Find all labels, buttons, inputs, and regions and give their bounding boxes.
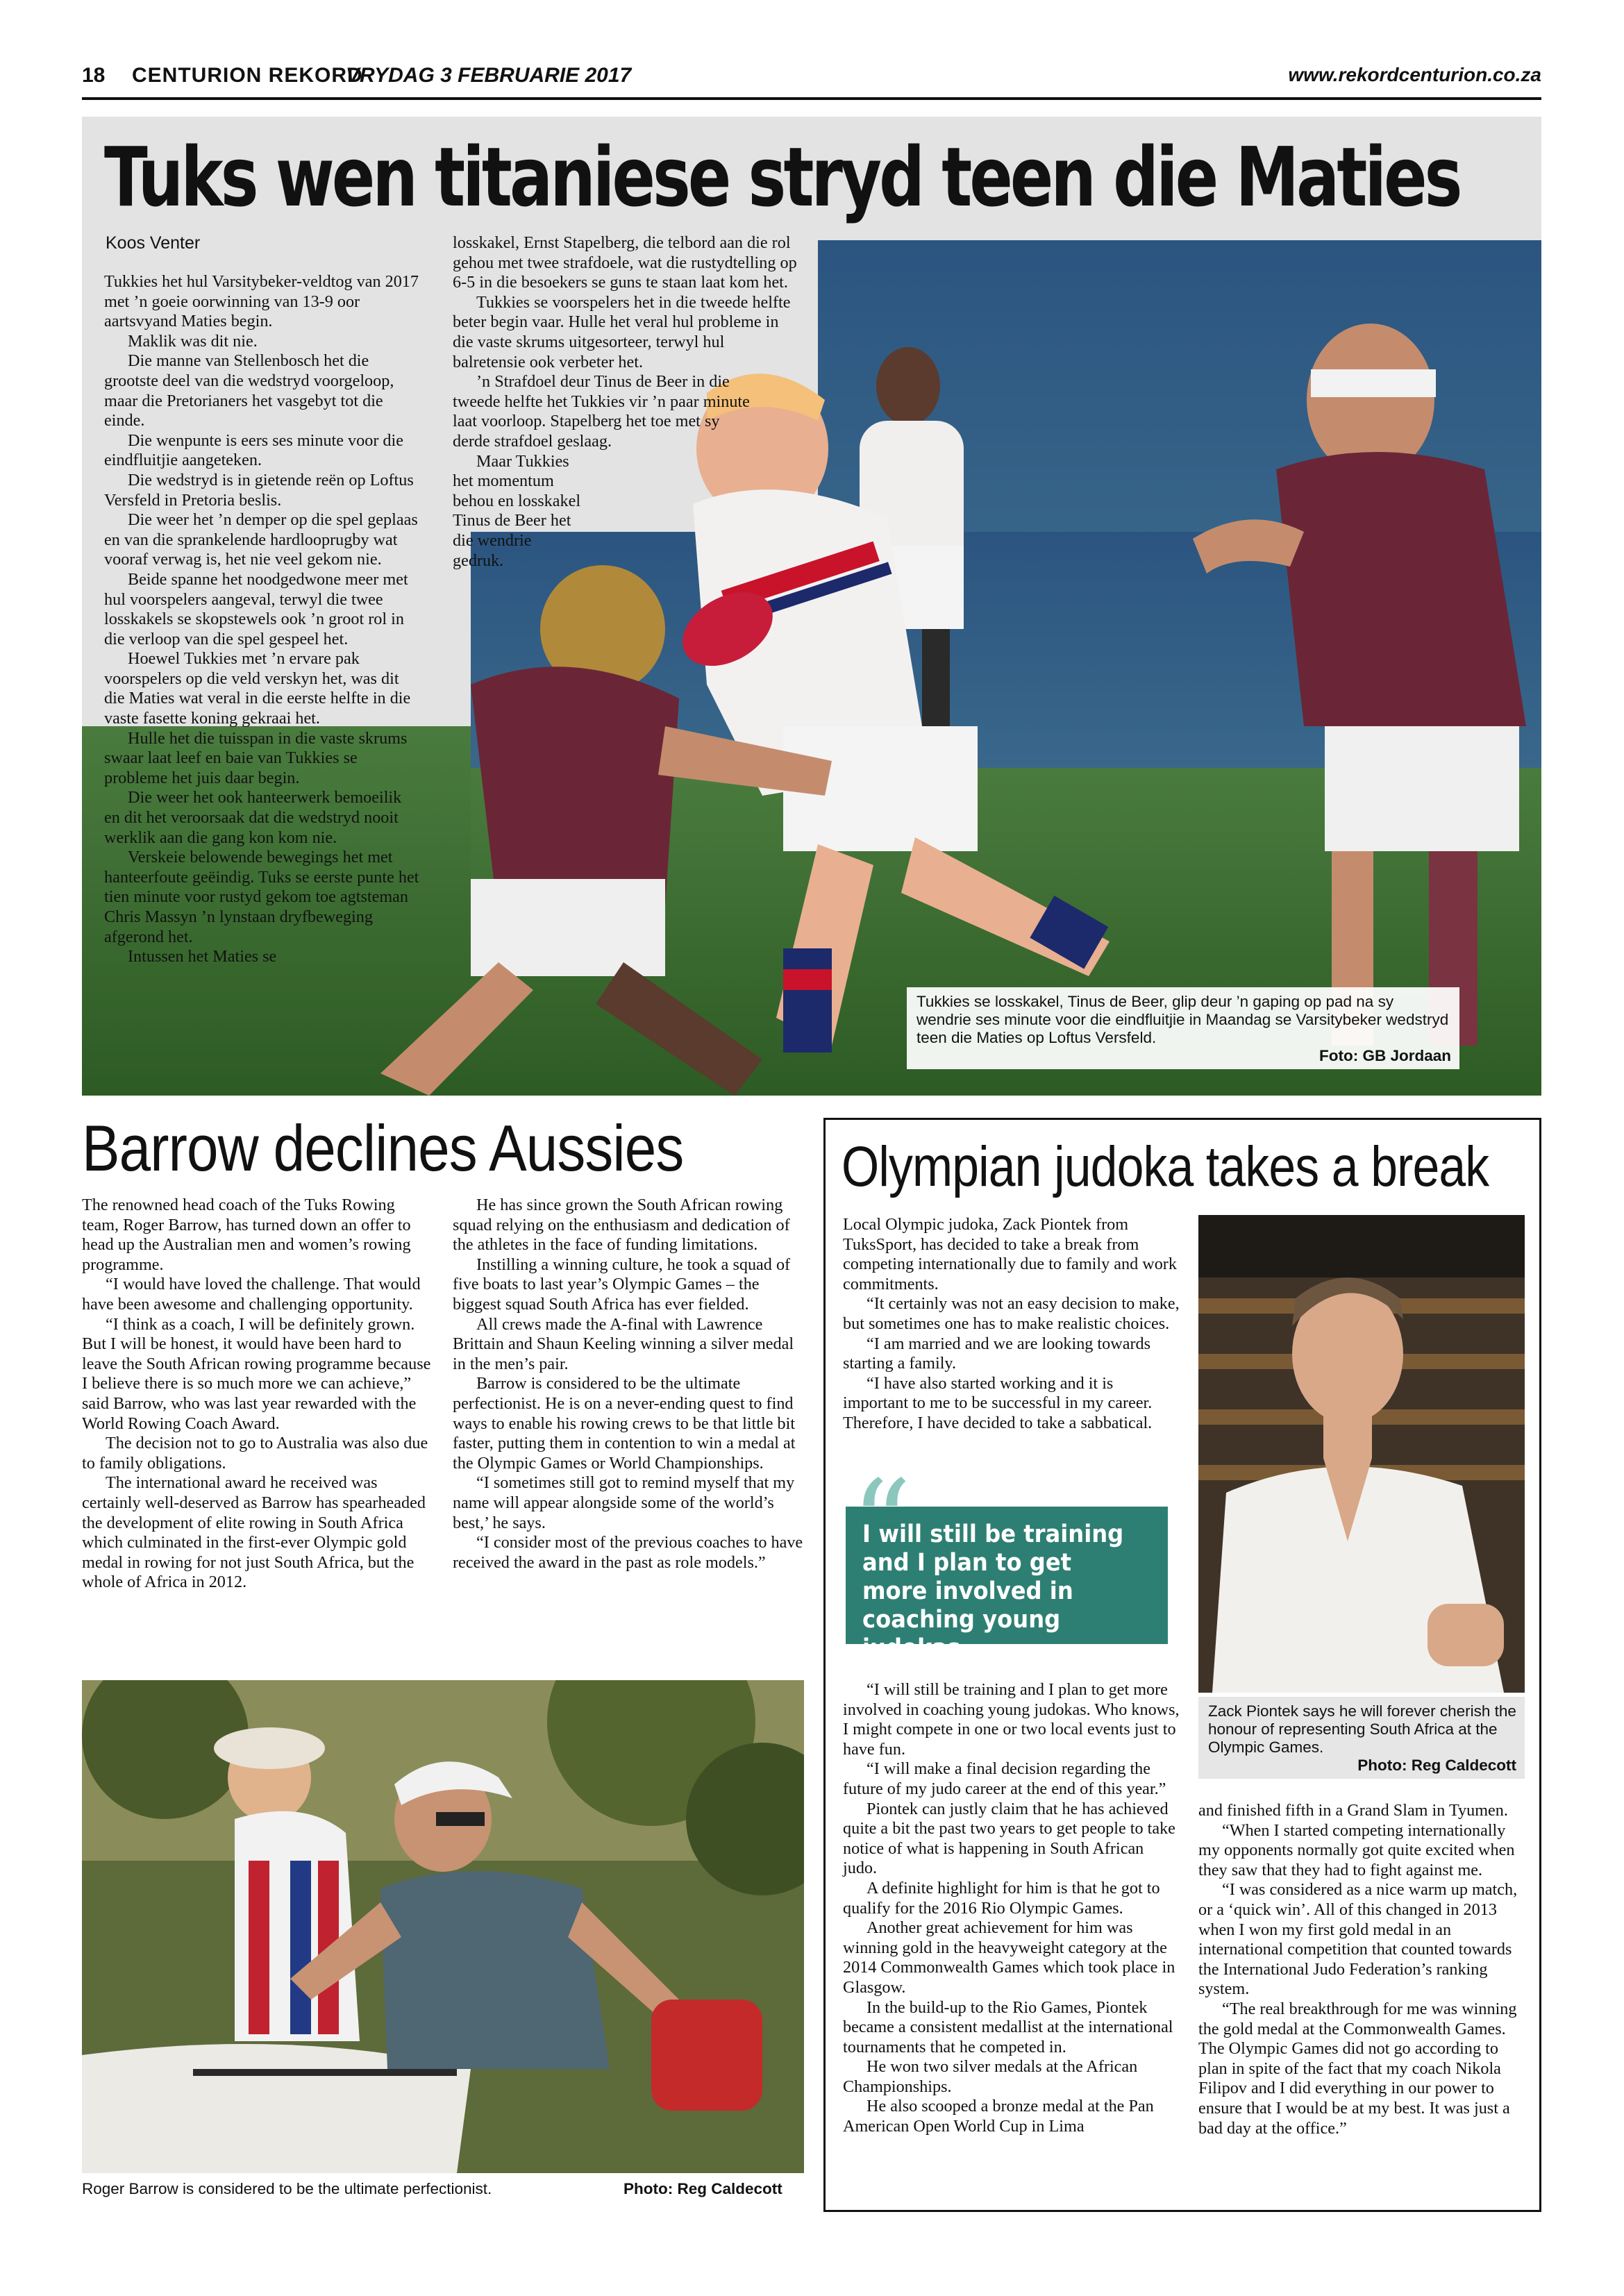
photo-credit: Foto: GB Jordaan <box>1319 1047 1451 1064</box>
paragraph: Local Olympic judoka, Zack Piontek from TuksSport, has decided to take a break from competing internationally due to family and work commitments. <box>843 1215 1177 1293</box>
caption-text: Tukkies se losskakel, Tinus de Beer, glip deur ’n gaping op pad na sy wendrie ses minute voor die eindfluitjie in Maandag se Varsitybeker wedstryd teen die Maties op Loftus Versfeld. <box>916 993 1449 1046</box>
paragraph: “The real breakthrough for me was winning the gold medal at the Commonwealth Games. The Olympic Games did not go according to plan in spite of the fact that my coach Nikola Filipov and I did everything in our power to ensure that I would be at my best. It was just a bad day at the office.” <box>1198 1999 1517 2138</box>
paragraph: The decision not to go to Australia was also due to family obligations. <box>82 1434 428 1473</box>
paragraph: “I will make a final decision regarding the future of my judo career at the end of this year.” <box>843 1759 1166 1798</box>
barrow-column-2 <box>453 1196 804 1573</box>
paragraph: Maar Tukkies het momentum behou en losskakel Tinus de Beer het die wendrie gedruk. <box>453 451 581 570</box>
paragraph: Piontek can justly claim that he has achieved quite a bit the past two years to get people to take notice of what is happening in South African judo. <box>843 1799 1175 1878</box>
masthead <box>82 64 1541 100</box>
website-url[interactable]: www.rekordcenturion.co.za <box>1288 64 1541 85</box>
paragraph: Die weer het ook hanteerwerk bemoeilik en dit het veroorsaak dat die wedstryd nooit werklik aan die gang kon kom nie. <box>104 788 402 847</box>
paragraph: Die wenpunte is eers ses minute voor die eindfluitjie aangeteken. <box>104 430 403 470</box>
paragraph: He has since grown the South African rowing squad relying on the enthusiasm and dedication of the athletes in the face of funding limitations. <box>453 1196 790 1255</box>
top-story-column-2 <box>453 233 800 571</box>
paragraph: He also scooped a bronze medal at the Pan American Open World Cup in Lima <box>843 2097 1154 2136</box>
paragraph: “I will still be training and I plan to get more involved in coaching young judokas. Who knows, I might compete in one or two local events just to have fun. <box>843 1680 1180 1759</box>
paragraph: In the build-up to the Rio Games, Piontek became a consistent medallist at the international tournaments that he competed in. <box>843 1997 1173 2056</box>
paragraph: Instilling a winning culture, he took a squad of five boats to last year’s Olympic Games – the biggest squad South Africa has ever fielded. <box>453 1255 791 1314</box>
paragraph: Verskeie belowende bewegings het met hanteerfoute geëindig. Tuks se eerste punte het tien minute voor rustyd gekom toe agtsteman Chris Massyn ’n lynstaan dryfbeweging afgerond het. <box>104 848 419 946</box>
judoka-column-1-bottom <box>843 1680 1180 2137</box>
issue-date: VRYDAG 3 FEBRUARIE 2017 <box>346 64 632 87</box>
top-story-headline: Tuks wen titaniese stryd teen die Maties <box>104 129 1460 225</box>
paragraph: The renowned head coach of the Tuks Rowing team, Roger Barrow, has turned down an offer to head up the Australian men and women’s rowing programme. <box>82 1196 411 1274</box>
judoka-photo-caption <box>1198 1697 1525 1779</box>
rugby-photo-caption <box>907 987 1459 1069</box>
paragraph: “I am married and we are looking towards starting a family. <box>843 1334 1151 1373</box>
caption-text: Zack Piontek says he will forever cherish the honour of representing South Africa at the Olympic Games. <box>1208 1702 1516 1756</box>
paragraph: He won two silver medals at the African Championships. <box>843 2057 1138 2096</box>
paragraph: Barrow is considered to be the ultimate perfectionist. He is on a never-ending quest to find ways to enable his rowing crews to be that little bit faster, putting them in contention to win a medal at the Olympic Games or World Championships. <box>453 1374 796 1473</box>
paragraph: “I would have loved the challenge. That would have been awesome and challenging opportunity. <box>82 1275 421 1314</box>
judoka-column-2 <box>1198 1801 1525 2138</box>
paragraph: Die weer het ’n demper op die spel geplaas en van die sprankelende hardlooprugby wat vooraf verwag is, het nie veel gekom nie. <box>104 510 418 569</box>
paragraph: Another great achievement for him was winning gold in the heavyweight category at the 2014 Commonwealth Games which took place in Glasgow. <box>843 1918 1175 1997</box>
paragraph: “I have also started working and it is important to me to be successful in my career. Therefore, I have decided to take a sabbatical. <box>843 1373 1153 1432</box>
judoka-headline: Olympian judoka takes a break <box>842 1135 1489 1198</box>
paragraph: “I was considered as a nice warm up match, or a ‘quick win’. All of this changed in 2013 when I won my first gold medal in an international competition that counted towards the International Judo Federation’s ranking system. <box>1198 1880 1518 1999</box>
top-story-byline: Koos Venter <box>106 233 201 253</box>
paragraph: Hoewel Tukkies met ’n ervare pak voorspelers op die veld verskyn het, was dit die Maties wat veral in die eerste helfte in die vaste fasette koning gekraai het. <box>104 649 411 728</box>
paragraph: “I sometimes still got to remind myself that my name will appear alongside some of the world’s best,’ he says. <box>453 1473 795 1532</box>
paragraph: The international award he received was certainly well-deserved as Barrow has spearheaded the development of elite rowing in South Africa which culminated in the first-ever Olympic gold medal in rowing for not just South Africa, but the whole of Africa in 2012. <box>82 1473 426 1592</box>
paper-name: CENTURION REKORD <box>132 64 363 87</box>
quote-mark-icon: “ <box>851 1455 912 1593</box>
paragraph: “I think as a coach, I will be definitely grown. But I will be honest, it would have been hard to leave the South African rowing programme because I believe there is so much more we can achieve,” said Barrow, who was last year rewarded with the World Rowing Coach Award. <box>82 1314 431 1433</box>
paragraph: Hulle het die tuisspan in die vaste skrums swaar laat leef en baie van Tukkies se probleme het juis daar begin. <box>104 728 408 787</box>
paragraph: Tukkies het hul Varsitybeker-veldtog van 2017 met ’n goeie oorwinning van 13-9 oor aartsvyand Maties begin. <box>104 272 419 331</box>
paragraph: Tukkies se voorspelers het in die tweede helfte beter begin vaar. Hulle het veral hul probleme in die vaste skrums uitgesorteer, terwyl hul balretensie ook verbeter het. <box>453 292 791 371</box>
paragraph: “When I started competing internationally my opponents normally got quite excited when they saw that they had to fight against me. <box>1198 1820 1515 1879</box>
paragraph: A definite highlight for him is that he got to qualify for the 2016 Rio Olympic Games. <box>843 1878 1160 1918</box>
paragraph: Maklik was dit nie. <box>128 331 258 351</box>
rowing-photo-caption: Roger Barrow is considered to be the ultimate perfectionist. <box>82 2180 492 2197</box>
rowing-photo-credit: Photo: Reg Caldecott <box>623 2180 782 2197</box>
page-number: 18 <box>82 64 106 87</box>
paragraph: Die manne van Stellenbosch het die grootste deel van die wedstryd voorgeloop, maar die Pretorianers het vasgebyt tot die einde. <box>104 351 394 430</box>
barrow-headline: Barrow declines Aussies <box>82 1112 684 1184</box>
judoka-column-1-top <box>843 1215 1180 1434</box>
rowing-photo <box>82 1680 804 2173</box>
paragraph: and finished fifth in a Grand Slam in Tyumen. <box>1198 1801 1508 1820</box>
top-story-column-1 <box>104 272 421 967</box>
photo-credit: Photo: Reg Caldecott <box>1357 1757 1516 1774</box>
paragraph: “I consider most of the previous coaches to have received the award in the past as role models.” <box>453 1533 803 1572</box>
paragraph: losskakel, Ernst Stapelberg, die telbord aan die rol gehou met twee strafdoele, wat die rustydtelling op 6-5 in die besoekers se guns te staan laat kom het. <box>453 233 797 292</box>
paragraph: ’n Strafdoel deur Tinus de Beer in die tweede helfte het Tukkies vir ’n paar minute laat voorloop. Stapelberg het toe met sy derde strafdoel geslaag. <box>453 372 750 451</box>
pull-quote-text: I will still be training and I plan to get more involved in coaching young judokas. <box>862 1520 1124 1662</box>
paragraph: Die wedstryd is in gietende reën op Loftus Versfeld in Pretoria beslis. <box>104 470 414 510</box>
paragraph: All crews made the A-final with Lawrence Brittain and Shaun Keeling winning a silver medal in the men’s pair. <box>453 1314 794 1373</box>
barrow-column-1 <box>82 1196 435 1593</box>
paragraph: Intussen het Maties se <box>128 947 277 966</box>
paragraph: “It certainly was not an easy decision to make, but sometimes one has to make realistic choices. <box>843 1294 1180 1333</box>
judoka-photo <box>1198 1215 1525 1693</box>
paragraph: Beide spanne het noodgedwone meer met hul voorspelers aangeval, terwyl die twee losskakels se skopstewels ook ’n groot rol in die verloop van die spel gespeel het. <box>104 569 408 648</box>
